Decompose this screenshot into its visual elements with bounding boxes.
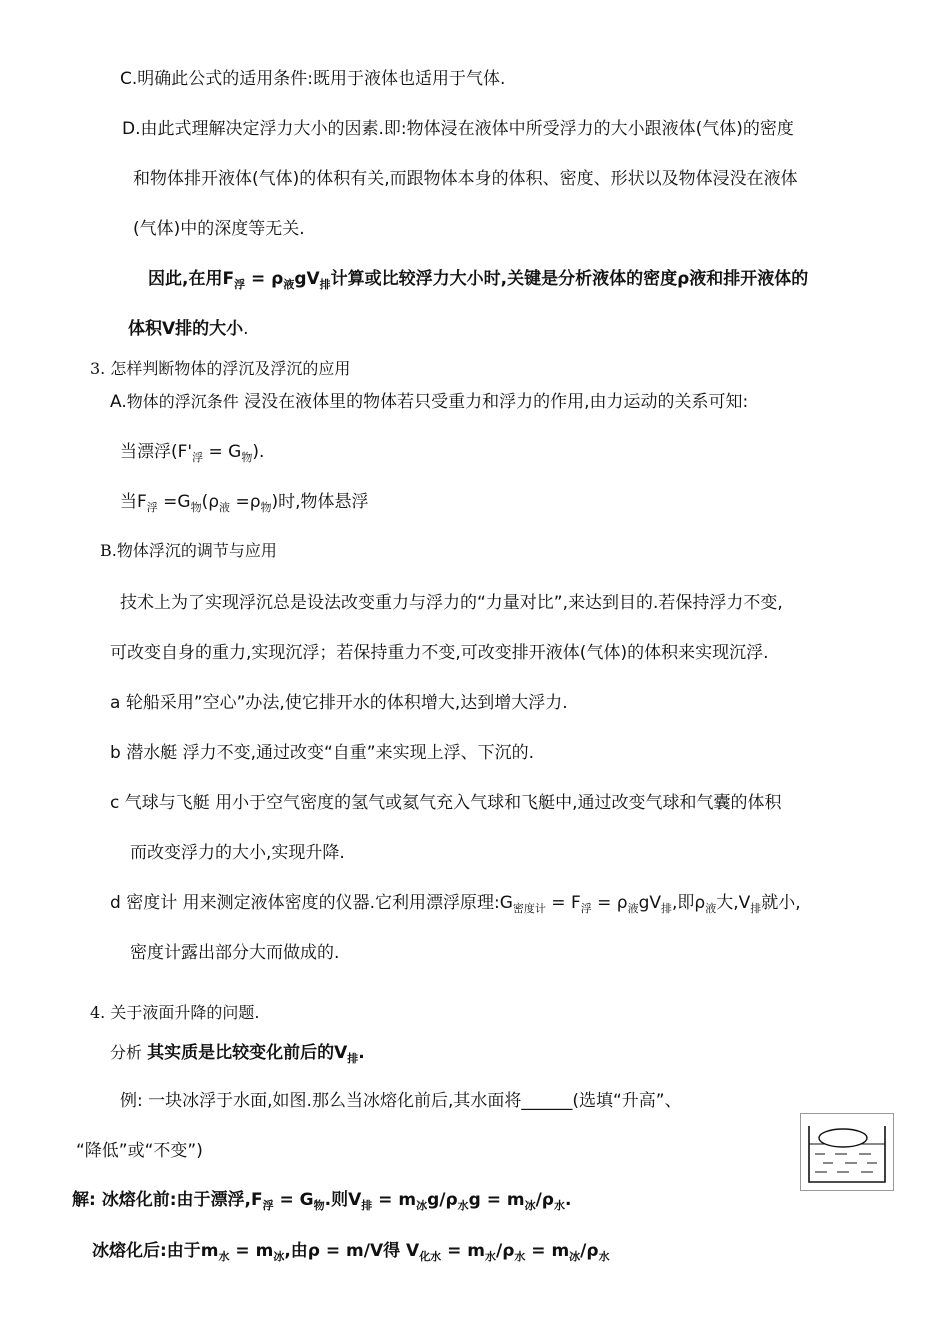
list-item-b: b 潜水艇 浮力不变,通过改变“自重”来实现上浮、下沉的.: [110, 743, 535, 763]
item-d-line-3: (气体)中的深度等无关.: [133, 219, 305, 239]
float-condition: 当漂浮$(F'_浮 = G_物)$.: [120, 442, 265, 464]
conclusion-line-1: 因此,在用$F_浮 = \rho_液gV_排$计算或比较浮力大小时,关键是分析液体的密度ρ液和排开液体的: [148, 269, 809, 291]
section-3b-text-2: 可改变自身的重力,实现沉浮；若保持重力不变,可改变排开液体(气体)的体积来实现沉浮.: [110, 643, 769, 663]
list-item-c-1: c 气球与飞艇 用小于空气密度的氢气或氦气充入气球和飞艇中,通过改变气球和气囊的体积: [110, 793, 782, 813]
conclusion-line-2: 体积V排的大小.: [128, 319, 249, 339]
ice-in-water-figure: [800, 1113, 894, 1191]
item-d-line-2: 和物体排开液体(气体)的体积有关,而跟物体本身的体积、密度、形状以及物体浸没在液体: [133, 169, 798, 189]
solution-line-2: 冰熔化后:由于$m_水 = m_冰$,由ρ = m/V得 $V_{化水} = m_水/\rho_水 = m_冰/\rho_水$: [92, 1241, 610, 1263]
item-d-line-1: D.由此式理解决定浮力大小的因素.即:物体浸在液体中所受浮力的大小跟液体(气体)的密度: [122, 119, 794, 139]
list-item-a: a 轮船采用”空心”办法,使它排开水的体积增大,达到增大浮力.: [110, 693, 568, 713]
solution-line-1: 解: 冰熔化前:由于漂浮$,F_浮 = G_物$.则$V_排 = m_冰g/\rho_水g = m_冰/\rho_水$.: [72, 1190, 572, 1212]
item-c: C.明确此公式的适用条件:既用于液体也适用于气体.: [120, 69, 506, 89]
section-4-heading: 4. 关于液面升降的问题.: [90, 1003, 260, 1022]
example-line-2: “降低”或“不变”): [76, 1141, 203, 1161]
analysis-line: 分析 其实质是比较变化前后的$V_排$.: [110, 1043, 365, 1065]
example-line-1: 例: 一块冰浮于水面,如图.那么当冰熔化前后,其水面将______(选填“升高”、: [120, 1091, 682, 1111]
list-item-d-1: d 密度计 用来测定液体密度的仪器.它利用漂浮原理$:G_{密度计} = F_浮 = \rho_液gV_排$,即$\rho_液$大$,V_排$就小,: [110, 893, 801, 915]
list-item-d-2: 密度计露出部分大而做成的.: [130, 943, 340, 963]
beaker-diagram: [801, 1114, 893, 1190]
section-3a-line: A.物体的浮沉条件 浸没在液体里的物体若只受重力和浮力的作用,由力运动的关系可知:: [110, 392, 749, 412]
section-3b-text-1: 技术上为了实现浮沉总是设法改变重力与浮力的“力量对比”,来达到目的.若保持浮力不变,: [120, 593, 783, 613]
suspend-condition: 当$F_浮 =G_物(\rho_液 =\rho_物)$时,物体悬浮: [120, 492, 369, 514]
water-lines: [815, 1154, 877, 1172]
ice-block: [819, 1129, 867, 1147]
section-3b-heading: B.物体浮沉的调节与应用: [100, 541, 277, 560]
list-item-c-2: 而改变浮力的大小,实现升降.: [130, 843, 345, 863]
section-3-heading: 3. 怎样判断物体的浮沉及浮沉的应用: [90, 359, 351, 378]
